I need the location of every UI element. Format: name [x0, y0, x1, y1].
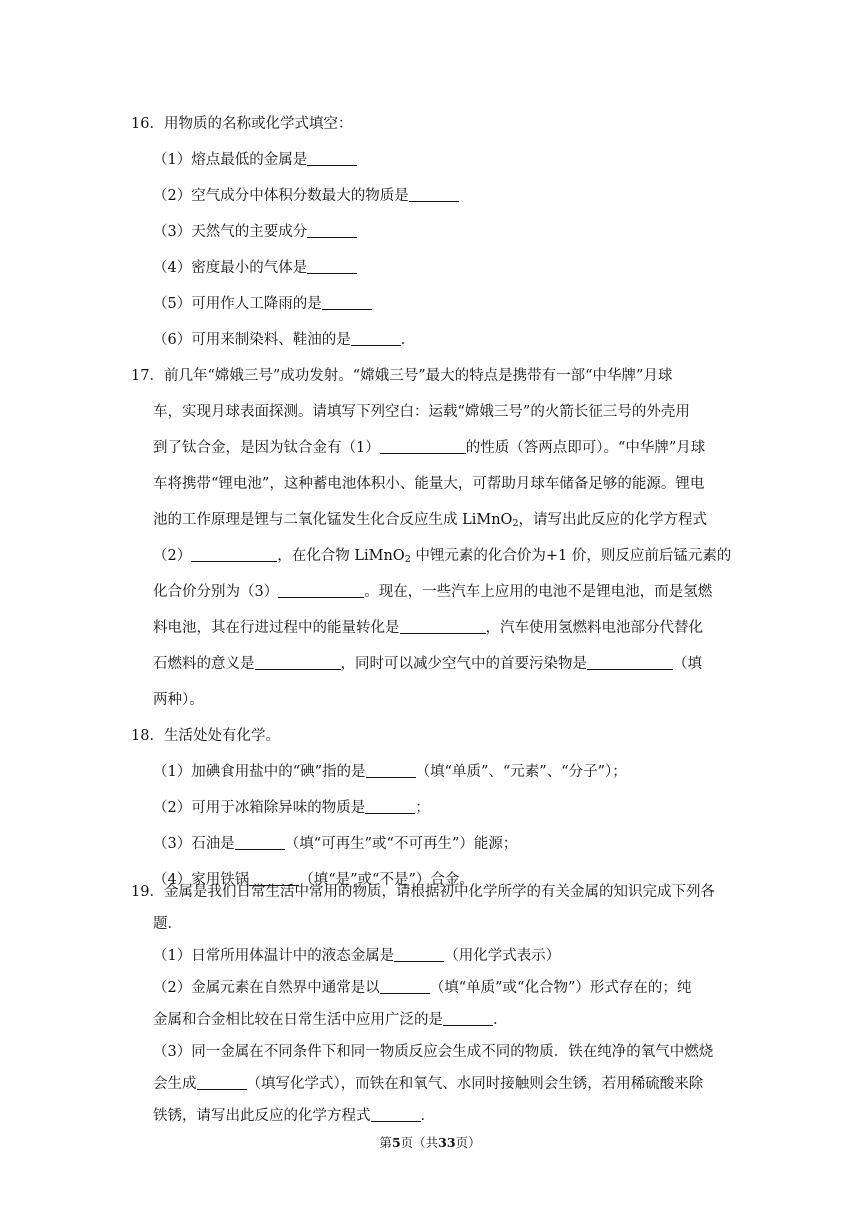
answer-blank[interactable]	[191, 560, 277, 562]
q17-line-10: 两种）。	[153, 692, 204, 708]
q19-line-1: 19．金属是我们日常生活中常用的物质，请根据初中化学所学的有关金属的知识完成下列各	[131, 884, 715, 900]
q19-item-2-cont: 金属和合金相比较在日常生活中应用广泛的是 ．	[153, 1012, 508, 1028]
answer-blank[interactable]	[307, 236, 357, 238]
q17-line-7: 化合价分别为（3） 。现在，一些汽车上应用的电池不是锂电池，而是氢燃	[153, 584, 713, 600]
q19-item-3-line-3: 铁锈，请写出此反应的化学方程式 ．	[153, 1108, 435, 1124]
q19-item-2: （2）金属元素在自然界中通常是以 （填“单质”或“化合物”）形式存在的；纯	[153, 980, 692, 996]
q18-item-2: （2）可用于冰箱除异味的物质是 ；	[153, 800, 430, 816]
q18-item-3: （3）石油是 （填“可再生”或“不可再生”）能源；	[153, 836, 518, 852]
answer-blank[interactable]	[380, 992, 430, 994]
q18-stem: 18．生活处处有化学。	[131, 728, 280, 744]
q17-line-5: 池的工作原理是锂与二氧化锰发生化合反应生成 LiMnO$_2$，请写出此反应的化学方程式	[153, 512, 707, 529]
q16-item-2: （2）空气成分中体积分数最大的物质是	[153, 184, 459, 205]
q16-item-4: （4）密度最小的气体是	[153, 256, 357, 277]
q17-line-2: 车，实现月球表面探测。请填写下列空白：运载“嫦娥三号”的火箭长征三号的外壳用	[153, 404, 690, 420]
q19-item-3-line-2: 会生成 （填写化学式），而铁在和氧气、水同时接触则会生锈，若用稀硫酸来除	[153, 1076, 704, 1092]
q19-line-2: 题．	[153, 916, 182, 932]
q17-line-1: 17．前几年“嫦娥三号”成功发射。“嫦娥三号”最大的特点是携带有一部“中华牌”月球	[131, 368, 673, 384]
q17-line-8: 料电池，其在行进过程中的能量转化是 ，汽车使用氢燃料电池部分代替化	[153, 620, 703, 636]
answer-blank[interactable]	[278, 596, 364, 598]
q18-item-4: （4）家用铁锅 （填“是”或“不是”）合金。	[153, 872, 474, 888]
answer-blank[interactable]	[587, 668, 673, 670]
answer-blank[interactable]	[307, 272, 357, 274]
answer-blank[interactable]	[307, 164, 357, 166]
q17-line-3: 到了钛合金，是因为钛合金有（1） 的性质（答两点即可）。“中华牌”月球	[153, 440, 706, 456]
answer-blank[interactable]	[443, 1024, 493, 1026]
q16-stem: 16．用物质的名称或化学式填空：	[131, 116, 353, 132]
q17-line-4: 车将携带“锂电池”，这种蓄电池体积小、能量大，可帮助月球车储备足够的能源。锂电	[153, 476, 705, 492]
answer-blank[interactable]	[380, 452, 466, 454]
answer-blank[interactable]	[235, 848, 285, 850]
answer-blank[interactable]	[365, 812, 415, 814]
q18-item-1: （1）加碘食用盐中的“碘”指的是 （填“单质”、“元素”、“分子”）；	[153, 764, 627, 780]
answer-blank[interactable]	[409, 200, 459, 202]
q17-line-9: 石燃料的意义是 ，同时可以减少空气中的首要污染物是 （填	[153, 656, 702, 672]
q19-item-1: （1）日常所用体温计中的液态金属是 （用化学式表示）	[153, 948, 561, 964]
answer-blank[interactable]	[366, 776, 416, 778]
answer-blank[interactable]	[197, 1088, 247, 1090]
q19-item-3: （3）同一金属在不同条件下和同一物质反应会生成不同的物质．铁在纯净的氧气中燃烧	[153, 1044, 714, 1060]
q16-item-5: （5）可用作人工降雨的是	[153, 292, 372, 313]
q16-item-1: （1）熔点最低的金属是	[153, 148, 357, 169]
q16-item-6: （6）可用来制染料、鞋油的是 ．	[153, 332, 416, 348]
answer-blank[interactable]	[351, 344, 401, 346]
answer-blank[interactable]	[400, 632, 486, 634]
answer-blank[interactable]	[255, 668, 341, 670]
q17-line-6: （2） ，在化合物 LiMnO$_2$ 中锂元素的化合价为+1 价，则反应前后锰元素的	[153, 548, 732, 565]
page-footer: 第5页（共33页）	[379, 1135, 481, 1150]
answer-blank[interactable]	[394, 960, 444, 962]
q16-item-3: （3）天然气的主要成分	[153, 220, 357, 241]
answer-blank[interactable]	[322, 308, 372, 310]
answer-blank[interactable]	[371, 1120, 421, 1122]
